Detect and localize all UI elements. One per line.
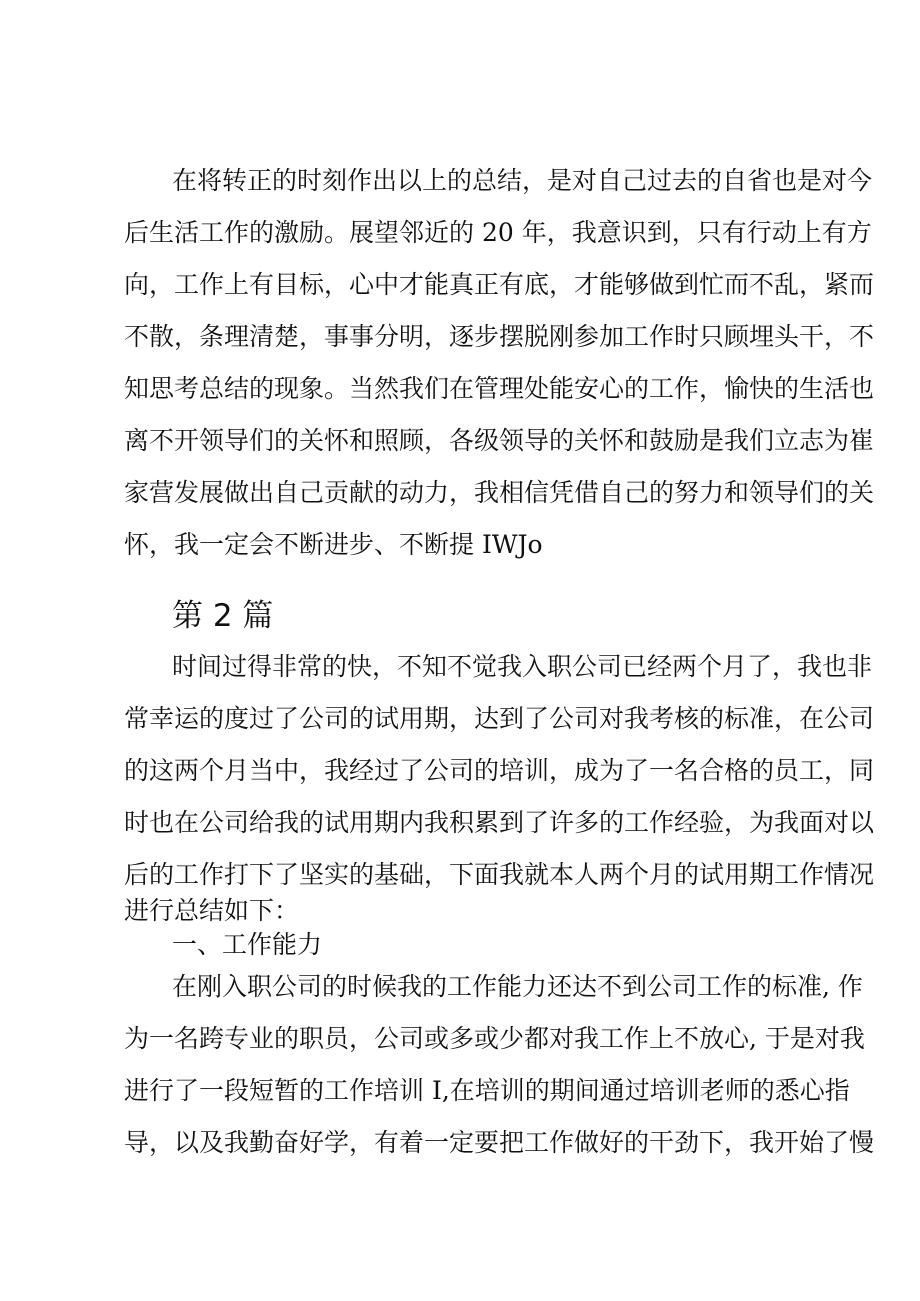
- paragraph-line: 为一名跨专业的职员，公司或多或少都对我工作上不放心, 于是对我: [124, 1024, 865, 1053]
- subheading: 一、工作能力: [172, 930, 323, 959]
- paragraph-line: 不散，条理清楚，事事分明，逐步摆脱刚参加工作时只顾埋头干，不: [124, 322, 875, 351]
- paragraph-line: 向，工作上有目标，心中才能真正有底，才能够做到忙而不乱，紧而: [124, 270, 875, 299]
- paragraph-line: 后的工作打下了坚实的基础，下面我就本人两个月的试用期工作情况: [124, 860, 875, 889]
- paragraph-line: 怀，我一定会不断进步、不断提 IWJo: [124, 530, 543, 559]
- paragraph-line: 后生活工作的激励。展望邻近的 20 年，我意识到，只有行动上有方: [124, 218, 872, 247]
- paragraph-line: 家营发展做出自己贡献的动力，我相信凭借自己的努力和领导们的关: [124, 478, 875, 507]
- paragraph-line: 离不开领导们的关怀和照顾，各级领导的关怀和鼓励是我们立志为崔: [124, 426, 875, 455]
- section-heading: 第 2 篇: [172, 598, 274, 634]
- paragraph-line: 在刚入职公司的时候我的工作能力还达不到公司工作的标准, 作: [172, 972, 863, 1001]
- paragraph-line: 时也在公司给我的试用期内我积累到了许多的工作经验，为我面对以: [124, 808, 875, 837]
- paragraph-line: 在将转正的时刻作出以上的总结，是对自己过去的自省也是对今: [172, 166, 873, 195]
- paragraph-line: 的这两个月当中，我经过了公司的培训，成为了一名合格的员工，同: [124, 756, 875, 785]
- paragraph-line: 知思考总结的现象。当然我们在管理处能安心的工作，愉快的生活也: [124, 374, 875, 403]
- paragraph-line: 时间过得非常的快，不知不觉我入职公司已经两个月了，我也非: [172, 652, 873, 681]
- paragraph-line: 进行了一段短暂的工作培训 I,在培训的期间通过培训老师的悉心指: [124, 1076, 850, 1105]
- paragraph-line: 常幸运的度过了公司的试用期，达到了公司对我考核的标准，在公司: [124, 704, 875, 733]
- paragraph-line: 进行总结如下：: [124, 896, 300, 925]
- paragraph-line: 导，以及我勤奋好学，有着一定要把工作做好的干劲下，我开始了慢: [124, 1128, 875, 1157]
